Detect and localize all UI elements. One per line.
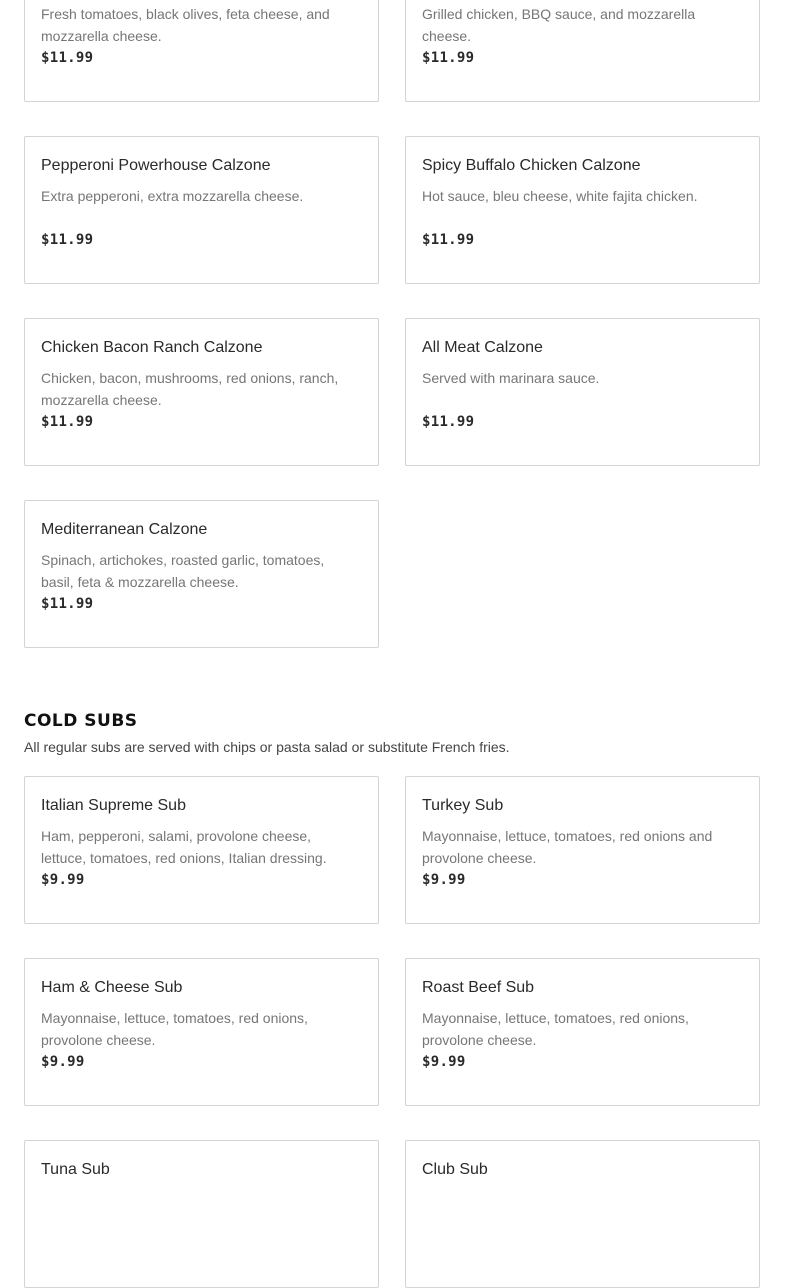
menu-item-card[interactable] — [405, 136, 760, 284]
section-title: COLD SUBS — [24, 711, 138, 731]
item-name: Spicy Buffalo Chicken Calzone — [422, 157, 641, 174]
item-description: Ham, pepperoni, salami, provolone cheese, lettuce, tomatoes, red onions, Italian dressing. — [41, 828, 327, 866]
item-description: Chicken, bacon, mushrooms, red onions, ranch, mozzarella cheese. — [41, 370, 339, 408]
item-name: Italian Supreme Sub — [41, 797, 186, 814]
menu-item-card[interactable] — [24, 0, 379, 102]
item-name: Ham & Cheese Sub — [41, 979, 183, 996]
item-description: Served with marinara sauce. — [422, 370, 600, 386]
item-description: Fresh tomatoes, black olives, feta cheese, and mozzarella cheese. — [41, 6, 330, 44]
item-name: All Meat Calzone — [422, 339, 543, 356]
menu-item-card[interactable] — [24, 958, 379, 1106]
item-price: $9.99 — [422, 872, 466, 888]
item-price: $9.99 — [41, 1054, 85, 1070]
item-price: $11.99 — [422, 414, 475, 430]
item-description: Mayonnaise, lettuce, tomatoes, red onions and provolone cheese. — [422, 828, 713, 866]
item-description: Mayonnaise, lettuce, tomatoes, red onions, provolone cheese. — [422, 1010, 689, 1048]
item-price: $11.99 — [41, 50, 94, 66]
item-price: $9.99 — [422, 1054, 466, 1070]
section-description: All regular subs are served with chips or pasta salad or substitute French fries. — [24, 739, 510, 755]
menu-item-card[interactable] — [405, 0, 760, 102]
menu-item-card[interactable] — [24, 1140, 379, 1288]
cold-subs-header — [24, 710, 761, 757]
menu-item-card[interactable] — [405, 776, 760, 924]
menu-item-card[interactable] — [405, 1140, 760, 1288]
menu-item-card[interactable] — [405, 958, 760, 1106]
item-price: $11.99 — [41, 232, 94, 248]
menu-item-card[interactable] — [24, 136, 379, 284]
item-price: $11.99 — [422, 232, 475, 248]
item-price: $11.99 — [41, 596, 94, 612]
menu-item-card[interactable] — [405, 318, 760, 466]
item-price: $9.99 — [41, 872, 85, 888]
item-price: $11.99 — [41, 414, 94, 430]
item-description: Grilled chicken, BBQ sauce, and mozzarella cheese. — [422, 6, 696, 44]
item-price: $11.99 — [422, 50, 475, 66]
item-name: Pepperoni Powerhouse Calzone — [41, 157, 271, 174]
item-name: Chicken Bacon Ranch Calzone — [41, 339, 263, 356]
menu-item-card[interactable] — [24, 776, 379, 924]
menu-item-card[interactable] — [24, 318, 379, 466]
menu-item-card[interactable] — [24, 500, 379, 648]
item-name: Mediterranean Calzone — [41, 521, 208, 538]
item-name: Club Sub — [422, 1161, 488, 1178]
item-name: Tuna Sub — [41, 1161, 110, 1178]
item-name: Turkey Sub — [422, 797, 504, 814]
item-description: Spinach, artichokes, roasted garlic, tomatoes, basil, feta & mozzarella cheese. — [41, 552, 325, 590]
item-description: Mayonnaise, lettuce, tomatoes, red onions, provolone cheese. — [41, 1010, 308, 1048]
item-name: Roast Beef Sub — [422, 979, 535, 996]
item-description: Hot sauce, bleu cheese, white fajita chicken. — [422, 188, 698, 204]
item-description: Extra pepperoni, extra mozzarella cheese. — [41, 188, 304, 204]
